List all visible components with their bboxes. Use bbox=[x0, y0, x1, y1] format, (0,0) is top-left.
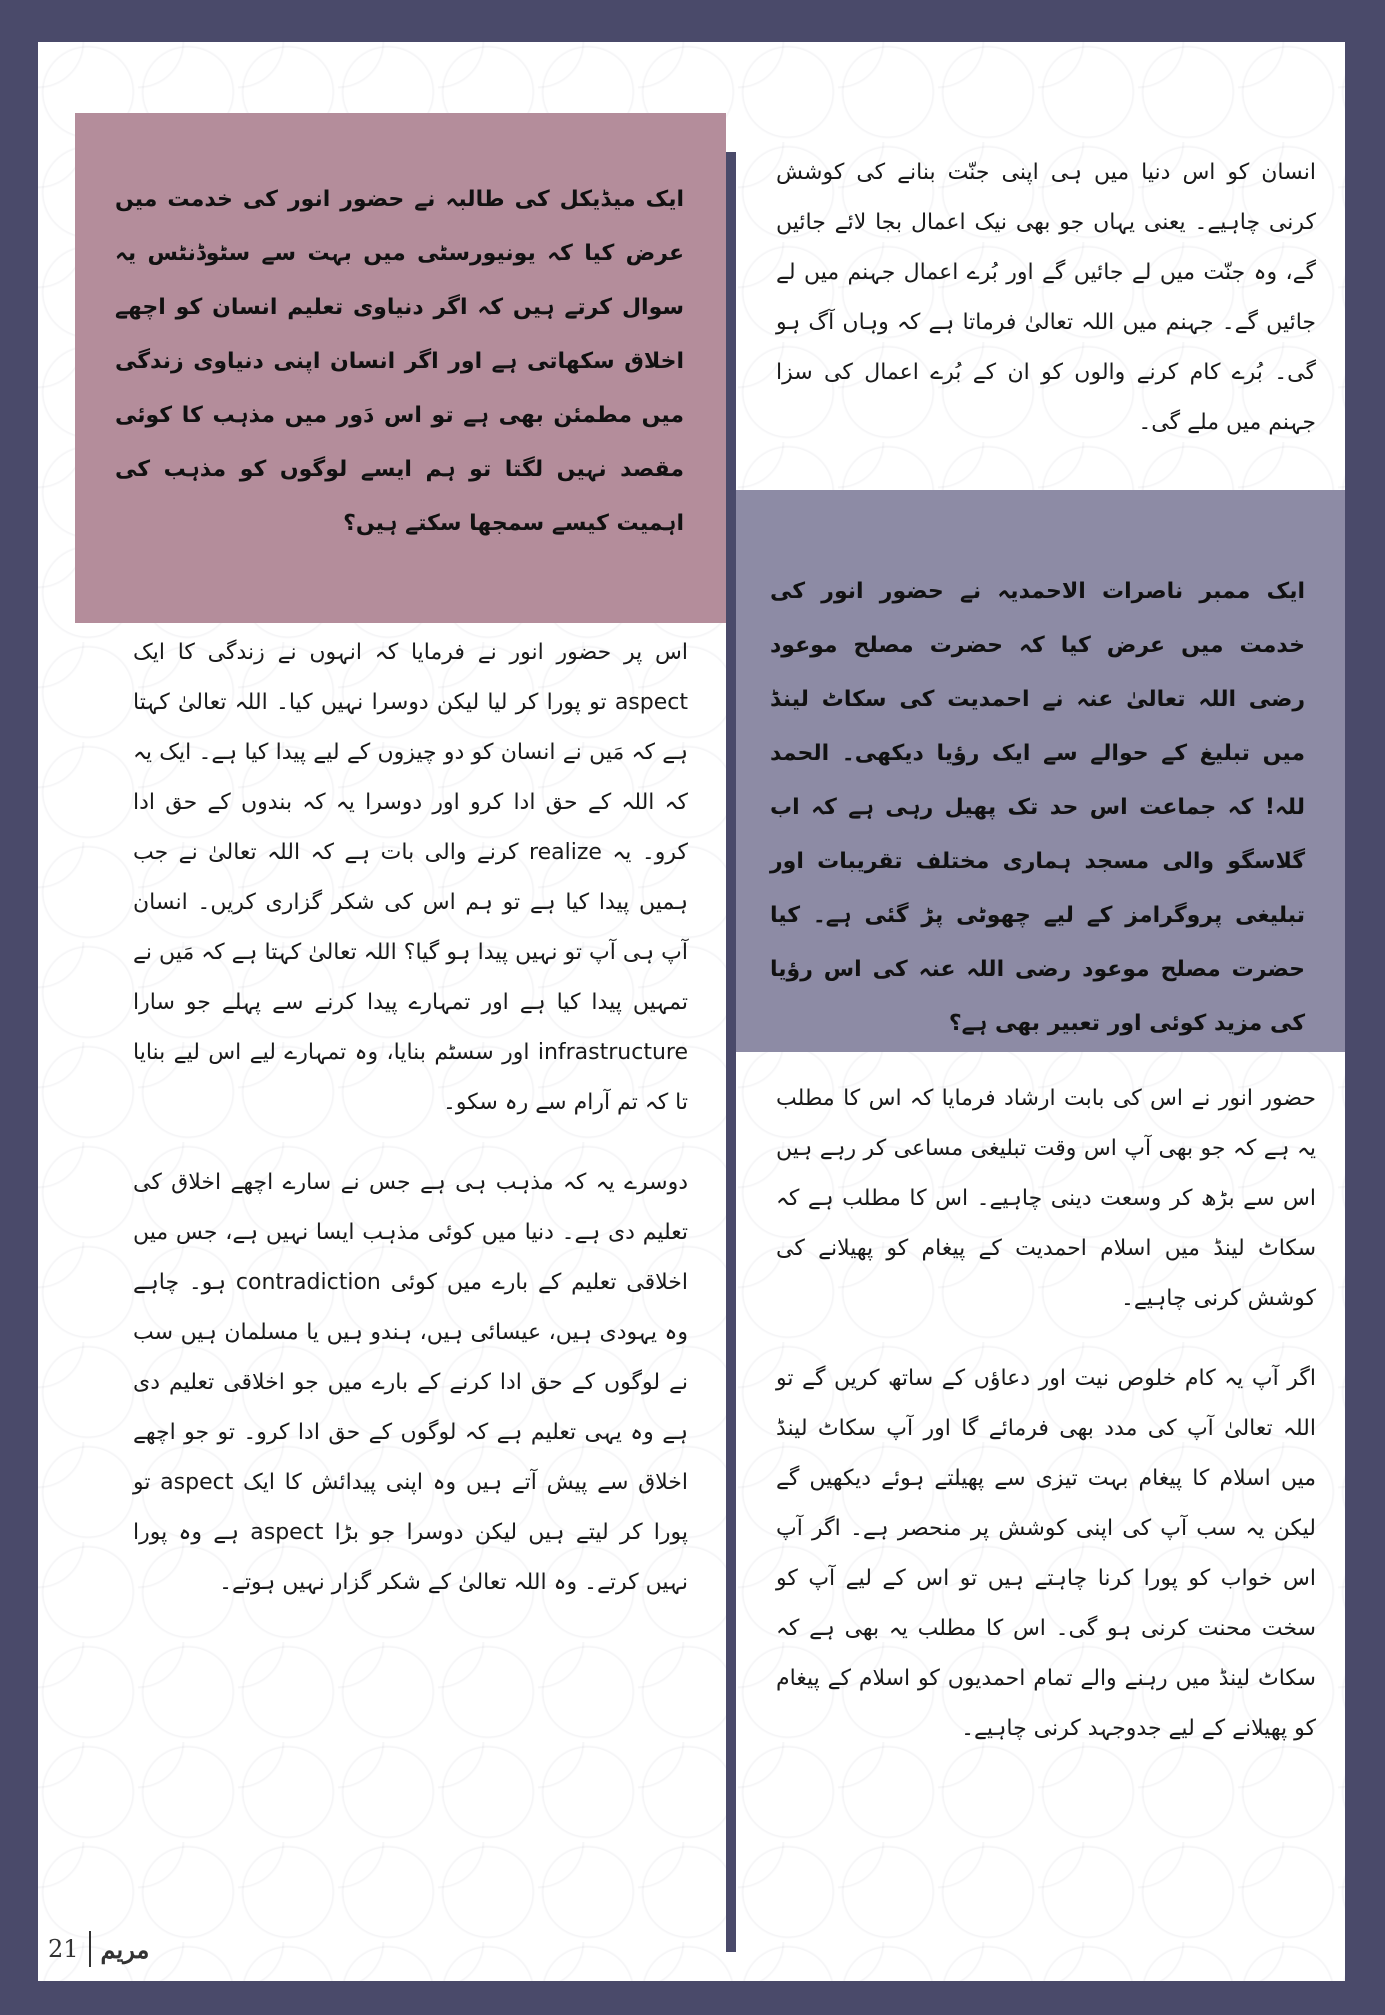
question-text: ایک میڈیکل کی طالبہ نے حضور انور کی خدمت میں عرض کیا کہ یونیورسٹی میں بہت سے سٹوڈنٹس یہ سوال کرتے ہیں کہ اگر دنیاوی تعلیم انسان کو اچھے اخلاق سکھاتی ہے اور اگر انسان اپنی دنیاوی زندگی میں مطمئن بھی ہے تو اس دَور میں مذہب کا کوئی مقصد نہیں لگتا تو ہم ایسے لوگوں کو مذہب کی اہمیت کیسے سمجھا سکتے ہیں؟ bbox=[115, 187, 684, 536]
footer-divider bbox=[89, 1931, 91, 1967]
right-column-bottom-body bbox=[776, 1074, 1316, 1784]
left-column-body bbox=[133, 628, 688, 1638]
answer-paragraph: دوسرے یہ کہ مذہب ہی ہے جس نے سارے اچھے اخلاق کی تعلیم دی ہے۔ دنیا میں کوئی مذہب ایسا نہیں ہے، جس میں اخلاقی تعلیم کے بارے میں کوئی contradiction ہو۔ چاہے وہ یہودی ہیں، عیسائی ہیں، ہندو ہیں یا مسلمان ہیں سب نے لوگوں کے حق ادا کرنے کے بارے میں جو اخلاقی تعلیم دی ہے وہ یہی تعلیم ہے کہ لوگوں کے حق ادا کرو۔ تو جو اچھے اخلاق سے پیش آتے ہیں وہ اپنی پیدائش کا ایک aspect تو پورا کر لیتے ہیں لیکن دوسرا جو بڑا aspect ہے وہ پورا نہیں کرتے۔ وہ اللہ تعالیٰ کے شکر گزار نہیں ہوتے۔ bbox=[133, 1170, 689, 1595]
answer-paragraph: اس پر حضور انور نے فرمایا کہ انہوں نے زندگی کا ایک aspect تو پورا کر لیا لیکن دوسرا نہیں کیا۔ اللہ تعالیٰ کہتا ہے کہ مَیں نے انسان کو دو چیزوں کے لیے پیدا کیا ہے۔ ایک یہ کہ اللہ کے حق ادا کرو اور دوسرا یہ کہ بندوں کے حق ادا کرو۔ یہ realize کرنے والی بات ہے کہ اللہ تعالیٰ نے جب ہمیں پیدا کیا ہے تو ہم اس کی شکر گزاری کریں۔ انسان آپ ہی آپ تو نہیں پیدا ہو گیا؟ اللہ تعالیٰ کہتا ہے کہ مَیں نے تمہیں پیدا کیا ہے اور تمہارے پیدا کرنے سے پہلے جو سارا infrastructure اور سسٹم بنایا، وہ تمہارے لیے اس لیے بنایا تا کہ تم آرام سے رہ سکو۔ bbox=[133, 640, 688, 1115]
magazine-page bbox=[38, 42, 1345, 1981]
answer-paragraph: اگر آپ یہ کام خلوص نیت اور دعاؤں کے ساتھ کریں گے تو اللہ تعالیٰ آپ کی مدد بھی فرمائے گا اور آپ سکاٹ لینڈ میں اسلام کا پیغام بہت تیزی سے پھیلتے ہوئے دیکھیں گے لیکن یہ سب آپ کی اپنی کوشش پر منحصر ہے۔ اگر آپ اس خواب کو پورا کرنا چاہتے ہیں تو اس کے لیے آپ کو سخت محنت کرنی ہو گی۔ اس کا مطلب یہ بھی ہے کہ سکاٹ لینڈ میں رہنے والے تمام احمدیوں کو اسلام کے پیغام کو پھیلانے کے لیے جدوجہد کرنی چاہیے۔ bbox=[776, 1366, 1316, 1741]
page-number: 21 bbox=[48, 1935, 79, 1963]
body-paragraph: انسان کو اس دنیا میں ہی اپنی جنّت بنانے کی کوشش کرنی چاہیے۔ یعنی یہاں جو بھی نیک اعمال بجا لائے جائیں گے، وہ جنّت میں لے جائیں گے اور بُرے اعمال جہنم میں لے جائیں گے۔ جہنم میں اللہ تعالیٰ فرماتا ہے کہ وہاں آگ ہو گی۔ بُرے کام کرنے والوں کو ان کے بُرے اعمال کی سزا جہنم میں ملے گی۔ bbox=[776, 160, 1316, 435]
magazine-name: مریم bbox=[100, 1934, 150, 1964]
answer-paragraph: حضور انور نے اس کی بابت ارشاد فرمایا کہ اس کا مطلب یہ ہے کہ جو بھی آپ اس وقت تبلیغی مساعی کر رہے ہیں اس سے بڑھ کر وسعت دینی چاہیے۔ اس کا مطلب ہے کہ سکاٹ لینڈ میں اسلام احمدیت کے پیغام کو پھیلانے کی کوشش کرنی چاہیے۔ bbox=[776, 1086, 1316, 1311]
column-divider bbox=[726, 152, 736, 1952]
question-text: ایک ممبر ناصرات الاحمدیہ نے حضور انور کی خدمت میں عرض کیا کہ حضرت مصلح موعود رضی اللہ تعالیٰ عنہ نے احمدیت کی سکاٹ لینڈ میں تبلیغ کے حوالے سے ایک رؤیا دیکھی۔ الحمد للہ! کہ جماعت اس حد تک پھیل رہی ہے کہ اب گلاسگو والی مسجد ہماری مختلف تقریبات اور تبلیغی پروگرامز کے لیے چھوٹی پڑ گئی ہے۔ کیا حضرت مصلح موعود رضی اللہ عنہ کی اس رؤیا کی مزید کوئی اور تعبیر بھی ہے؟ bbox=[770, 579, 1305, 1036]
page-footer bbox=[48, 1931, 149, 1967]
question-box-right bbox=[736, 490, 1345, 1052]
question-box-left bbox=[75, 113, 726, 623]
right-column-top-body bbox=[776, 148, 1316, 478]
